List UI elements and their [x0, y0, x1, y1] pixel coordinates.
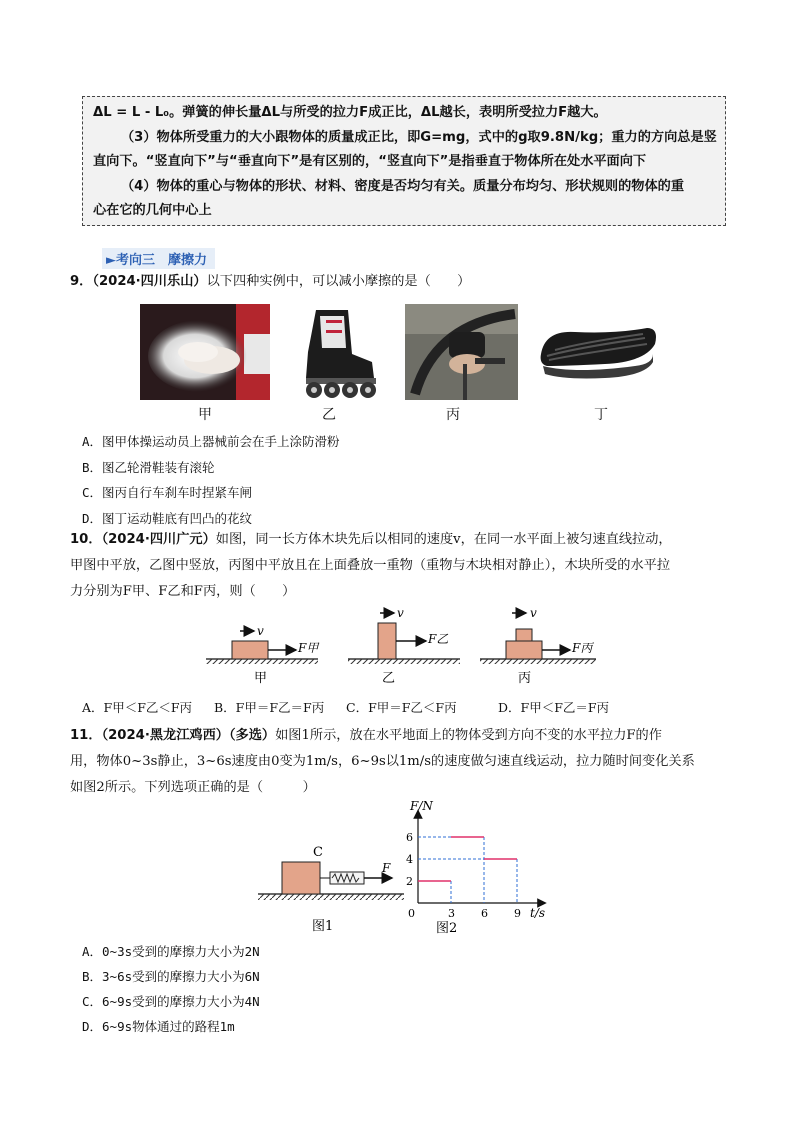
note-line-5: 心在它的几何中心上 [93, 203, 212, 218]
q9-option-d[interactable]: D．图丁运动鞋底有凹凸的花纹 [82, 511, 253, 526]
q11-block-label: C [313, 845, 323, 860]
note-line-4: （4）物体的重心与物体的形状、材料、密度是否均匀有关。质量分布均匀、形状规则的物体的重 [121, 178, 685, 194]
chart-series [418, 837, 517, 881]
chart-x-tick-1: 3 [448, 907, 455, 920]
shoe-sole-photo [535, 304, 660, 400]
q9-caption-yi: 乙 [322, 407, 336, 423]
q11-line-3: 如图2所示。下列选项正确的是（ ） [70, 780, 316, 795]
q11-source: （2024·黑龙江鸡西）（多选） [101, 728, 276, 743]
q10-fig-yi [348, 606, 460, 686]
q9-caption-bing: 丙 [446, 407, 460, 423]
q11-line-1 [70, 723, 662, 749]
q9-option-b[interactable]: B．图乙轮滑鞋装有滚轮 [82, 460, 215, 475]
q11-line-2: 用，物体0~3s静止，3~6s速度由0变为1m/s，6~9s以1m/s的速度做匀速直线运动，拉力随时间变化关系 [70, 754, 695, 769]
q10-diagram [200, 605, 610, 689]
q9-caption-ding: 丁 [594, 407, 608, 423]
q10-fig-bing [480, 606, 596, 686]
q9-source: （2024·四川乐山） [92, 274, 207, 289]
q10-text-1: 如图，同一长方体木块先后以相同的速度v，在同一水平面上被匀速直线拉动， [215, 532, 672, 547]
q11-fig1-caption: 图1 [312, 919, 334, 934]
q10-option-b[interactable]: B．F甲＝F乙＝F丙 [214, 700, 325, 715]
q9-text: 以下四种实例中，可以减小摩擦的是（ ） [206, 274, 471, 289]
note-line-2: （3）物体所受重力的大小跟物体的质量成正比，即G=mg，式中的g取9.8N/kg；重力的方向总是竖 [121, 129, 717, 145]
q10-option-a[interactable]: A．F甲＜F乙＜F丙 [82, 700, 193, 715]
q9-option-a[interactable]: A．图甲体操运动员上器械前会在手上涂防滑粉 [82, 434, 340, 449]
q11-option-c[interactable]: C．6~9s受到的摩擦力大小为4N [82, 994, 260, 1009]
q10-options [82, 698, 609, 716]
q9-stem [70, 269, 470, 295]
q10-line-2: 甲图中平放，乙图中竖放，丙图中平放且在上面叠放一重物（重物与木块相对静止），木块所受的水平拉 [70, 558, 671, 573]
concept-note-box [82, 96, 726, 226]
q10-source: （2024·四川广元） [101, 532, 216, 547]
q11-fig2-caption: 图2 [436, 921, 458, 936]
chart-y-tick-2: 6 [406, 831, 413, 844]
roller-skate-photo [286, 304, 382, 400]
q11-force-time-chart [392, 800, 562, 936]
chart-y-tick-0: 2 [406, 875, 413, 888]
q11-force-label: F [382, 861, 391, 875]
q10-fig-jia [206, 624, 320, 686]
chart-x-tick-2: 6 [481, 907, 488, 920]
chart-y-tick-1: 4 [406, 853, 413, 866]
q10-caption-jia: 甲 [254, 671, 268, 686]
q10-option-d[interactable]: D．F甲＜F乙＝F丙 [498, 700, 610, 715]
q10-v-bing: v [530, 606, 537, 620]
q11-figure-1 [254, 838, 414, 934]
q10-force-yi: F乙 [428, 632, 449, 646]
chart-x-tick-0: 0 [408, 907, 415, 920]
section-title: ►考向三 摩擦力 [102, 248, 215, 269]
q11-option-b[interactable]: B．3~6s受到的摩擦力大小为6N [82, 969, 260, 984]
q10-force-bing: F丙 [572, 641, 593, 655]
q10-line-1 [70, 527, 672, 553]
chalk-hands-photo [140, 304, 270, 400]
q10-force-jia: F甲 [298, 641, 319, 655]
chart-x-axis-label: t/s [530, 906, 546, 920]
q9-caption-jia: 甲 [198, 407, 212, 423]
note-line-3: 直向下。“竖直向下”与“垂直向下”是有区别的，“竖直向下”是指垂直于物体所在处水平面向下 [93, 154, 647, 169]
note-line-1: ΔL = L - L₀。弹簧的伸长量ΔL与所受的拉力F成正比，ΔL越长，表明所受拉力F越大。 [93, 105, 607, 120]
q9-number: 9． [70, 274, 93, 289]
q11-number: 11． [70, 728, 102, 743]
q10-line-3: 力分别为F甲、F乙和F丙，则（ ） [70, 584, 296, 599]
q10-number: 10． [70, 532, 102, 547]
q10-v-jia: v [257, 624, 264, 638]
chart-ticks [406, 831, 521, 920]
q10-caption-yi: 乙 [382, 671, 396, 686]
chart-x-tick-3: 9 [514, 907, 521, 920]
q11-option-d[interactable]: D．6~9s物体通过的路程1m [82, 1019, 235, 1034]
bicycle-brake-photo [405, 304, 518, 400]
chart-y-axis-label: F/N [410, 800, 433, 813]
q10-v-yi: v [397, 606, 404, 620]
chart-guides [418, 837, 517, 903]
q11-text-1: 如图1所示，放在水平地面上的物体受到方向不变的水平拉力F的作 [275, 728, 662, 743]
q10-caption-bing: 丙 [518, 671, 532, 686]
q9-option-c[interactable]: C．图丙自行车刹车时捏紧车闸 [82, 485, 253, 500]
q11-option-a[interactable]: A．0~3s受到的摩擦力大小为2N [82, 944, 260, 959]
q10-option-c[interactable]: C．F甲＝F乙＜F丙 [346, 700, 457, 715]
